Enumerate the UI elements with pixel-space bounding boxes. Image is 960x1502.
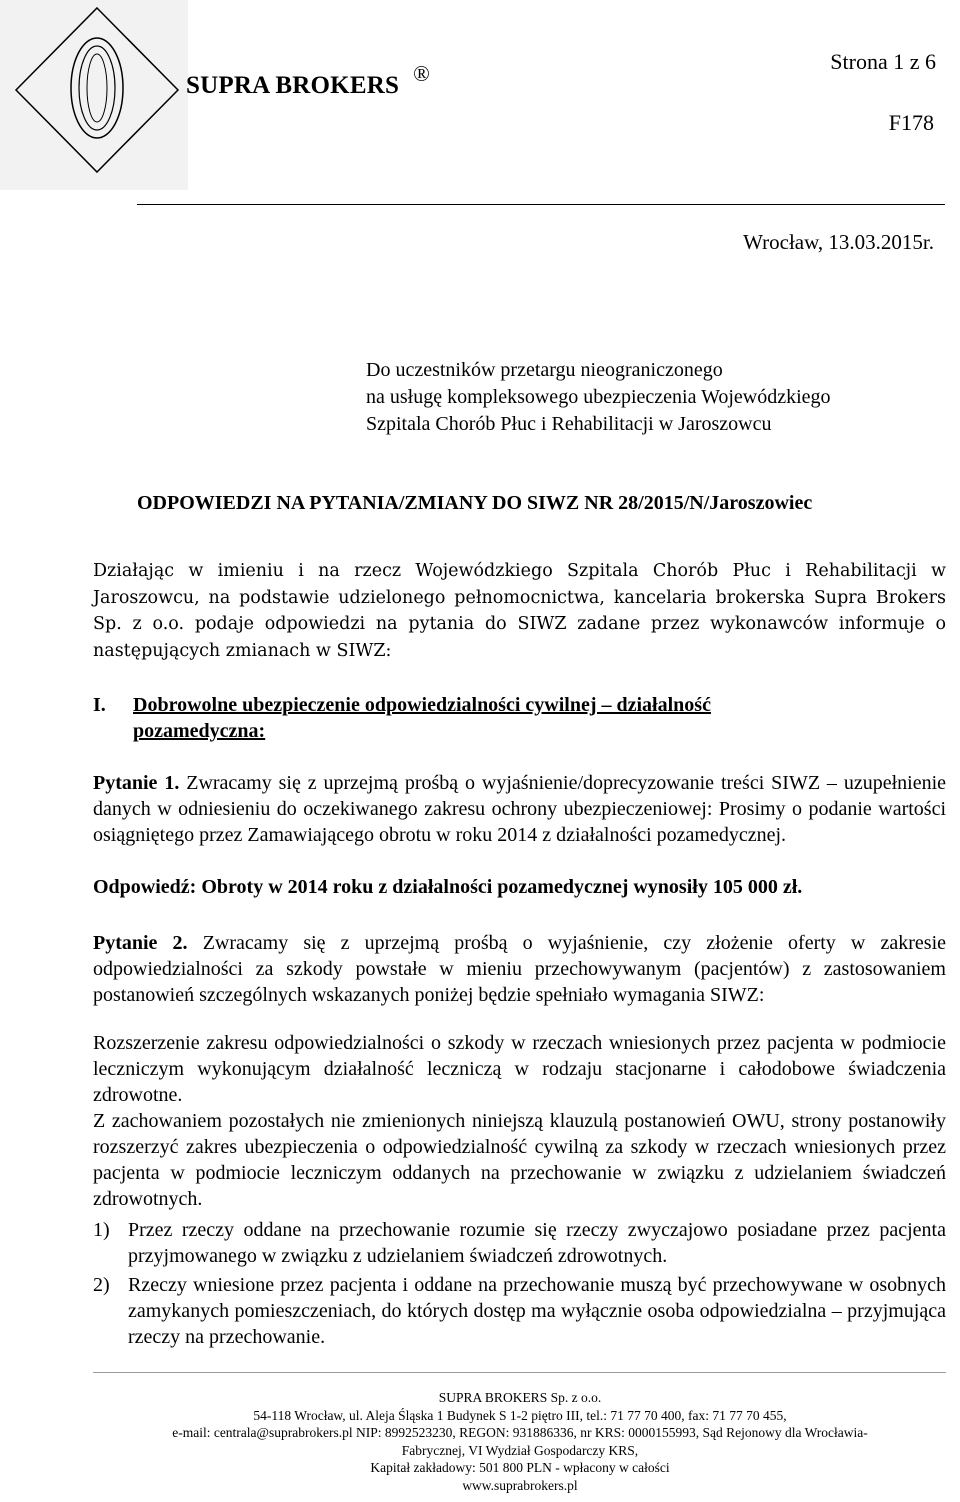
list-item-number: 2) — [93, 1274, 110, 1296]
footer-divider — [93, 1372, 946, 1373]
brand-name: SUPRA BROKERS ® — [186, 61, 430, 99]
answer-1: Odpowiedź: Obroty w 2014 roku z działalności pozamedycznej wynosiły 105 000 zł. — [93, 876, 803, 898]
question-1 — [93, 770, 946, 848]
conditions-list — [93, 1217, 946, 1350]
registered-mark: ® — [413, 61, 430, 86]
list-item-text: Przez rzeczy oddane na przechowanie rozumie się rzeczy zwyczajowo posiadane przez pacjenta przyjmowanego w związku z udzielaniem świadczeń zdrowotnych. — [128, 1219, 946, 1267]
footer-address: 54-118 Wrocław, ul. Aleja Śląska 1 Budynek S 1-2 piętro III, tel.: 71 77 70 400, fax: 71 77 70 455, — [253, 1407, 787, 1423]
list-item-text: Rzeczy wniesione przez pacjenta i oddane na przechowanie muszą być przechowywane w osobnych zamykanych pomieszczeniach, do których dostęp ma wyłącznie osoba odpowiedzialna – przyjmująca rzeczy na przechowanie. — [128, 1274, 946, 1348]
section-heading — [93, 692, 946, 744]
list-item — [93, 1217, 946, 1269]
list-item-number: 1) — [93, 1219, 110, 1241]
question-2 — [93, 930, 946, 1008]
addressee-line: Szpitala Chorób Płuc i Rehabilitacji w Jaroszowcu — [366, 413, 772, 435]
date-line: Wrocław, 13.03.2015r. — [743, 230, 934, 254]
form-code: F178 — [888, 110, 934, 135]
section-title: Dobrowolne ubezpieczenie odpowiedzialności cywilnej – działalność pozamedyczna: — [133, 694, 711, 742]
question-2-para-2: Z zachowaniem pozostałych nie zmienionych niniejszą klauzulą postanowień OWU, strony postanowiły rozszerzyć zakres ubezpieczenia o odpowiedzialność cywilną za szkody w rzeczach wniesionych przez pacjenta w podmiocie leczniczym oddanych na przechowanie w związku z udzielaniem świadczeń zdrowotnych. — [93, 1110, 946, 1210]
footer — [60, 1389, 960, 1494]
footer-website: www.suprabrokers.pl — [462, 1477, 578, 1493]
list-item — [93, 1272, 946, 1350]
section-number: I. — [93, 694, 106, 716]
question-1-label: Pytanie 1. — [93, 772, 180, 794]
addressee-line: na usługę kompleksowego ubezpieczenia Wojewódzkiego — [366, 386, 831, 408]
addressee-line: Do uczestników przetargu nieograniczonego — [366, 359, 723, 381]
document-heading: ODPOWIEDZI NA PYTANIA/ZMIANY DO SIWZ NR 28/2015/N/Jaroszowiec — [137, 492, 813, 514]
question-1-text: Zwracamy się z uprzejmą prośbą o wyjaśnienie/doprecyzowanie treści SIWZ – uzupełnienie danych w odniesieniu do oczekiwanego zakresu ochrony ubezpieczeniowej: Prosimy o podanie wartości osiągniętego przez Zamawiającego obrotu w roku 2014 z działalności pozamedycznej. — [93, 772, 946, 846]
footer-capital: Kapitał zakładowy: 501 800 PLN - wpłacony w całości — [370, 1460, 670, 1475]
footer-company: SUPRA BROKERS Sp. z o.o. — [438, 1390, 602, 1405]
question-2-text: Zwracamy się z uprzejmą prośbą o wyjaśnienie, czy złożenie oferty w zakresie odpowiedzialności za szkody powstałe w mieniu przechowywanym (pacjentów) z zastosowaniem postanowień szczególnych wskazanych poniżej będzie spełniało wymagania SIWZ: — [93, 932, 946, 1006]
question-2-para-1: Rozszerzenie zakresu odpowiedzialności o szkody w rzeczach wniesionych przez pacjenta w podmiocie leczniczym wykonującym działalność leczniczą w rodzaju stacjonarne i całodobowe świadczenia zdrowotne. — [93, 1032, 946, 1106]
footer-court: Fabrycznej, VI Wydział Gospodarczy KRS, — [401, 1442, 639, 1458]
company-logo — [0, 0, 188, 190]
intro-paragraph: Działając w imieniu i na rzecz Wojewódzkiego Szpitala Chorób Płuc i Rehabilitacji w Jaroszowcu, na podstawie udzielonego pełnomocnictwa, kancelaria brokerska Supra Brokers Sp. z o.o. podaje odpowiedzi na pytania do SIWZ zadane przez wykonawców informuje o następujących zmianach w SIWZ: — [93, 561, 946, 661]
footer-registry: e-mail: centrala@suprabrokers.pl NIP: 8992523230, REGON: 931886336, nr KRS: 0000155993, Sąd Rejonowy dla Wrocławia- — [172, 1425, 868, 1440]
question-2-label: Pytanie 2. — [93, 932, 188, 954]
addressee-block — [366, 357, 831, 438]
header-divider — [137, 204, 945, 205]
page-info: Strona 1 z 6 — [830, 49, 936, 74]
